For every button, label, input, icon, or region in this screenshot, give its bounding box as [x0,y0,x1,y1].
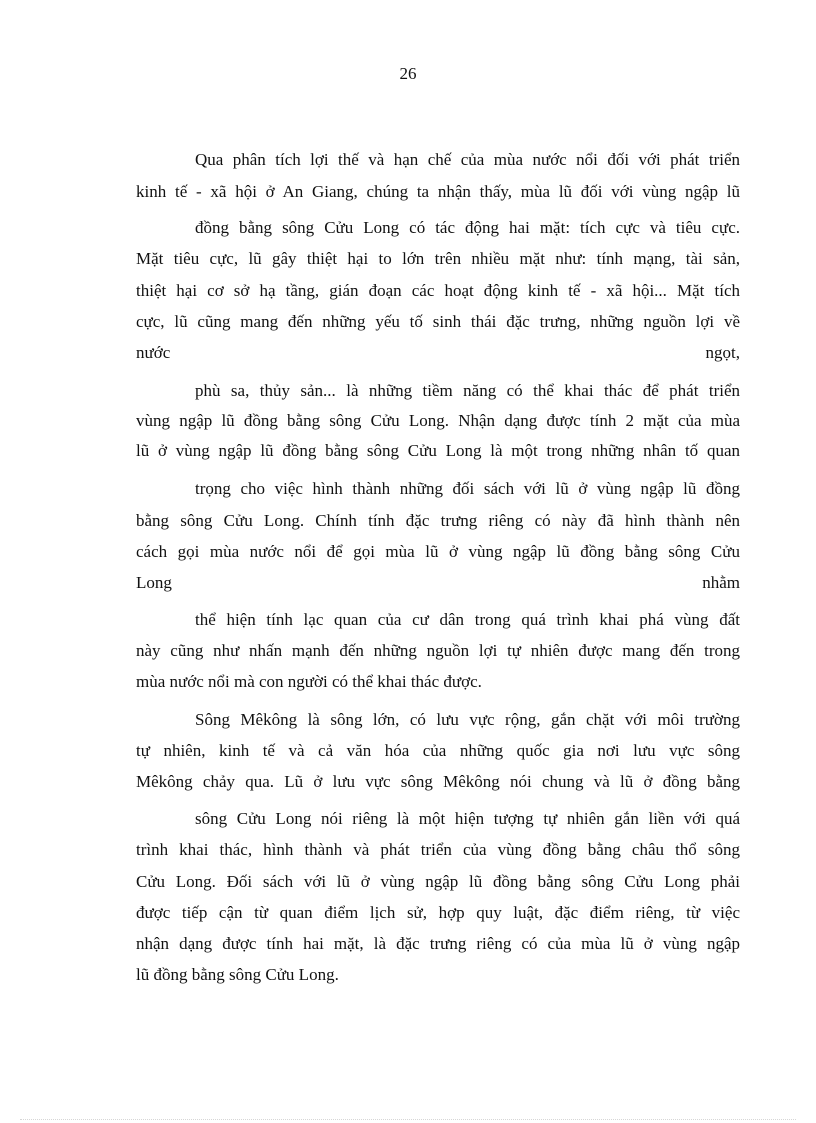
text-line: lũ đồng bằng sông Cửu Long. [136,965,339,984]
text-line: đồng bằng sông Cửu Long có tác động hai mặt: tích cực và tiêu cực. [195,218,740,237]
text-line: vùng ngập lũ đồng bằng sông Cửu Long. Nhận dạng được tính 2 mặt của mùa [136,411,740,430]
text-line: Qua phân tích lợi thế và hạn chế của mùa nước nổi đối với phát triển [195,150,740,169]
text-line: kinh tế - xã hội ở An Giang, chúng ta nhận thấy, mùa lũ đối với vùng ngập lũ [136,182,740,201]
text-line: cách gọi mùa nước nổi để gọi mùa lũ ở vùng ngập lũ đồng bằng sông Cửu [136,542,740,561]
text-line: Mêkông chảy qua. Lũ ở lưu vực sông Mêkông nói chung và lũ ở đồng bằng [136,772,740,791]
text-line: tự nhiên, kinh tế và cả văn hóa của những quốc gia nơi lưu vực sông [136,741,740,760]
text-line: Sông Mêkông là sông lớn, có lưu vực rộng, gắn chặt với môi trường [195,710,740,729]
text-line: trình khai thác, hình thành và phát triển của vùng đồng bằng châu thổ sông [136,840,740,859]
text-line: cực, lũ cũng mang đến những yếu tố sinh thái đặc trưng, những nguồn lợi về [136,312,740,331]
text-line: nước ngọt, [136,343,740,362]
text-line: được tiếp cận từ quan điểm lịch sử, hợp quy luật, đặc điểm riêng, từ việc [136,903,740,922]
page-bottom-divider [20,1119,796,1120]
text-line: phù sa, thủy sản... là những tiềm năng có thể khai thác để phát triển [195,381,740,400]
text-line: sông Cửu Long nói riêng là một hiện tượng tự nhiên gắn liền với quá [195,809,740,828]
text-line: này cũng như nhấn mạnh đến những nguồn lợi tự nhiên được mang đến trong [136,641,740,660]
text-line: lũ ở vùng ngập lũ đồng bằng sông Cửu Long là một trong những nhân tố quan [136,441,740,460]
text-line: thể hiện tính lạc quan của cư dân trong quá trình khai phá vùng đất [195,610,740,629]
text-line: nhận dạng được tính hai mặt, là đặc trưng riêng có của mùa lũ ở vùng ngập [136,934,740,953]
text-line: mùa nước nổi mà con người có thể khai thác được. [136,672,482,691]
text-line: Long nhằm [136,573,740,592]
text-line: trọng cho việc hình thành những đối sách với lũ ở vùng ngập lũ đồng [195,479,740,498]
text-line: Cửu Long. Đối sách với lũ ở vùng ngập lũ đồng bằng sông Cửu Long phải [136,872,740,891]
text-line: Mặt tiêu cực, lũ gây thiệt hại to lớn trên nhiều mặt như: tính mạng, tài sản, [136,249,740,268]
text-line: bằng sông Cửu Long. Chính tính đặc trưng riêng có này đã hình thành nên [136,511,740,530]
page-number: 26 [399,64,417,83]
text-line: thiệt hại cơ sở hạ tầng, gián đoạn các hoạt động kinh tế - xã hội... Mặt tích [136,281,740,300]
